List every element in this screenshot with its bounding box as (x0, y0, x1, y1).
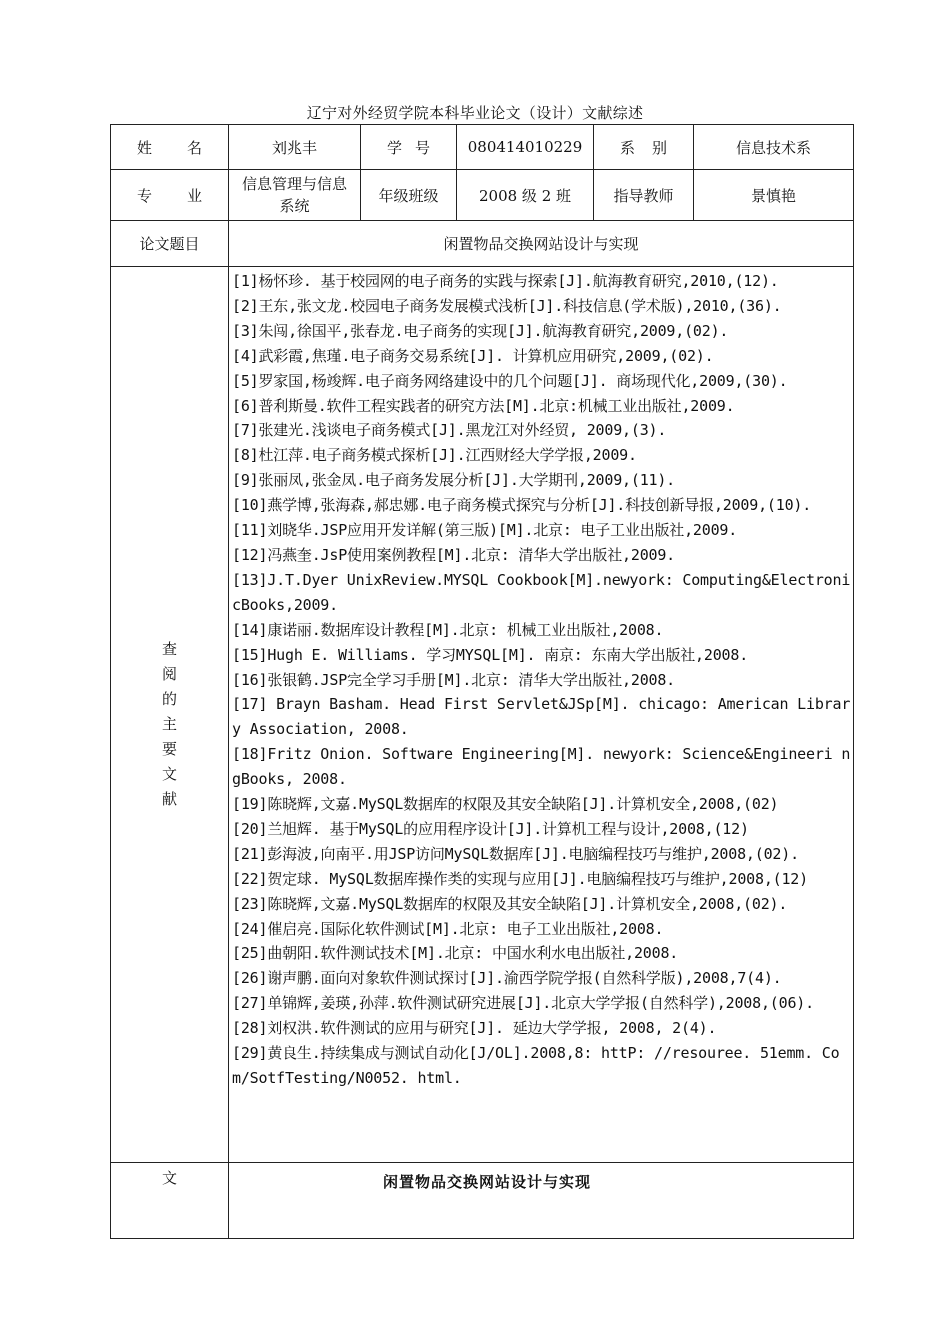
reference-item: [26]谢声鹏.面向对象软件测试探讨[J].渝西学院学报(自然科学版),2008,7(4). (232, 969, 782, 988)
page-header: 辽宁对外经贸学院本科毕业论文（设计）文献综述 (306, 104, 644, 122)
reference-item: [12]冯燕奎.JsP使用案例教程[M].北京: 清华大学出版社,2009. (232, 545, 676, 564)
department-value: 信息技术系 (694, 125, 854, 170)
reference-item: [2]王东,张文龙.校园电子商务发展模式浅析[J].科技信息(学术版),2010,(36). (232, 296, 782, 315)
reference-item: [1]杨怀珍. 基于校园网的电子商务的实践与探索[J].航海教育研究,2010,(12). (232, 272, 779, 290)
reference-item: [23]陈晓辉,文嘉.MySQL数据库的权限及其安全缺陷[J].计算机安全,2008,(02). (232, 894, 788, 913)
references-label-char: 要 (161, 740, 177, 758)
reference-item: [4]武彩霞,焦瑾.电子商务交易系统[J]. 计算机应用研究,2009,(02). (232, 346, 714, 365)
advisor-value: 景慎艳 (694, 170, 854, 221)
reference-item: [20]兰旭辉. 基于MySQL的应用程序设计[J].计算机工程与设计,2008,(12) (232, 819, 749, 838)
reference-item: [10]燕学博,张海森,郝忠娜.电子商务模式探究与分析[J].科技创新导报,2009,(10). (232, 496, 812, 515)
class-value: 2008 级 2 班 (457, 170, 594, 221)
major-label: 专 业 (111, 170, 229, 221)
reference-item: [19]陈晓辉,文嘉.MySQL数据库的权限及其安全缺陷[J].计算机安全,2008,(02) (232, 795, 779, 814)
reference-item: [5]罗家国,杨竣辉.电子商务网络建设中的几个问题[J]. 商场现代化,2009,(30). (232, 371, 788, 390)
major-value: 信息管理与信息系统 (229, 170, 361, 221)
info-row-1 (111, 125, 854, 170)
name-label: 姓 名 (111, 125, 229, 170)
reference-item: [17] Brayn Basham. Head First Servlet&JSp[M]. chicago: American Library Association, 2008. (232, 695, 851, 739)
reference-item: [22]贺定球. MySQL数据库操作类的实现与应用[J].电脑编程技巧与维护,2008,(12) (232, 869, 808, 888)
topic-label: 论文题目 (111, 221, 229, 267)
references-label-char: 主 (161, 715, 177, 733)
final-row (111, 1163, 854, 1239)
references-label-char: 阅 (161, 665, 177, 683)
reference-item: [16]张银鹤.JSP完全学习手册[M].北京: 清华大学出版社,2008. (232, 670, 676, 689)
reference-item: [8]杜江萍.电子商务模式探析[J].江西财经大学学报,2009. (232, 446, 637, 465)
reference-item: [18]Fritz Onion. Software Engineering[M]. newyork: Science&Engineeri ngBooks, 2008. (232, 745, 851, 789)
class-label: 年级班级 (361, 170, 457, 221)
reference-item: [28]刘权洪.软件测试的应用与研究[J]. 延边大学学报, 2008, 2(4). (232, 1019, 717, 1038)
references-list (229, 267, 854, 1163)
reference-item: [6]普利斯曼.软件工程实践者的研究方法[M].北京:机械工业出版社,2009. (232, 396, 735, 415)
document-title: 闲置物品交换网站设计与实现 (229, 1163, 854, 1239)
reference-item: [14]康诺丽.数据库设计教程[M].北京: 机械工业出版社,2008. (232, 620, 664, 639)
reference-item: [27]单锦辉,姜瑛,孙萍.软件测试研究进展[J].北京大学学报(自然科学),2008,(06). (232, 994, 814, 1013)
reference-item: [3]朱闯,徐国平,张春龙.电子商务的实现[J].航海教育研究,2009,(02). (232, 321, 729, 340)
references-label-vertical (111, 639, 228, 810)
reference-item: [15]Hugh E. Williams. 学习MYSQL[M]. 南京: 东南大学出版社,2008. (232, 645, 749, 664)
reference-item: [7]张建光.浅谈电子商务模式[J].黑龙江对外经贸, 2009,(3). (232, 421, 667, 440)
reference-item: [25]曲朝阳.软件测试技术[M].北京: 中国水利水电出版社,2008. (232, 944, 679, 963)
review-form-table (110, 124, 854, 1239)
student-id-label: 学 号 (361, 125, 457, 170)
references-label-char: 的 (161, 690, 177, 708)
references-label-char: 文 (161, 765, 177, 783)
department-label: 系 别 (594, 125, 694, 170)
references-label (111, 267, 229, 1163)
student-id-value: 080414010229 (457, 125, 594, 170)
final-row-label: 文 (111, 1163, 229, 1239)
advisor-label: 指导教师 (594, 170, 694, 221)
reference-item: [13]J.T.Dyer UnixReview.MYSQL Cookbook[M].newyork: Computing&Electroni cBooks,2009. (232, 570, 851, 614)
reference-item: [21]彭海波,向南平.用JSP访问MySQL数据库[J].电脑编程技巧与维护,2008,(02). (232, 844, 799, 863)
reference-item: [9]张丽凤,张金凤.电子商务发展分析[J].大学期刊,2009,(11). (232, 471, 676, 490)
reference-item: [24]催启亮.国际化软件测试[M].北京: 电子工业出版社,2008. (232, 919, 664, 938)
reference-item: [29]黄良生.持续集成与测试自动化[J/OL].2008,8: httP: //resouree. 51emm. Com/SotfTesting/N0052. html. (232, 1044, 840, 1087)
info-row-2 (111, 170, 854, 221)
reference-item: [11]刘晓华.JSP应用开发详解(第三版)[M].北京: 电子工业出版社,2009. (232, 521, 738, 540)
references-row (111, 267, 854, 1163)
references-label-char: 献 (161, 790, 177, 808)
references-label-char: 查 (161, 640, 177, 658)
topic-value: 闲置物品交换网站设计与实现 (229, 221, 854, 267)
name-value: 刘兆丰 (229, 125, 361, 170)
topic-row (111, 221, 854, 267)
